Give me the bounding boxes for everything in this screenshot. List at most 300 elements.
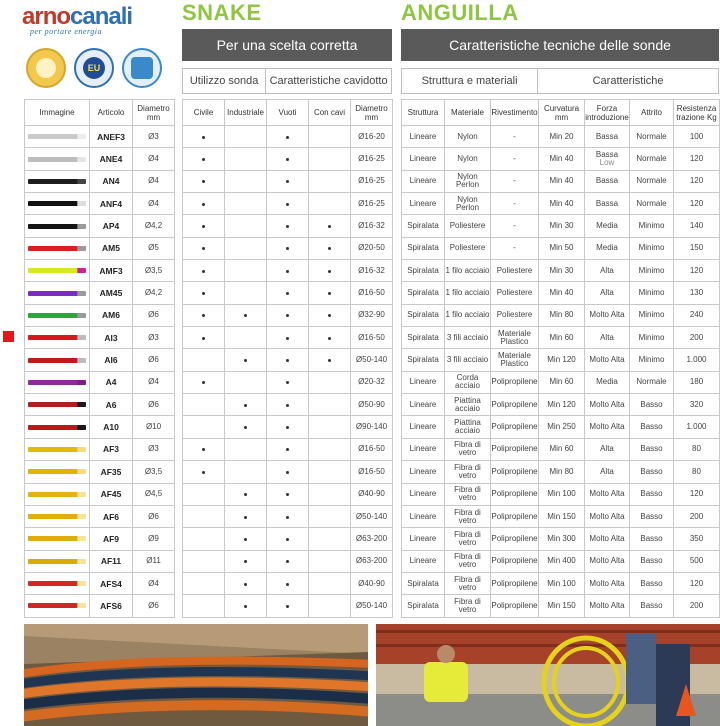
industriale-cell (225, 237, 267, 259)
con-cavi-cell (309, 349, 351, 371)
con-cavi-cell (309, 327, 351, 349)
resistenza-cell: 200 (674, 327, 720, 349)
header-vuoti: Vuoti (267, 100, 309, 126)
bullet-icon (202, 381, 205, 384)
bullet-icon (328, 270, 331, 273)
civile-cell (183, 148, 225, 170)
bullet-icon (202, 247, 205, 250)
industriale-cell (225, 572, 267, 594)
product-diameter: Ø6 (133, 394, 175, 416)
product-table (24, 99, 175, 618)
con-cavi-cell (309, 528, 351, 550)
table-row (183, 170, 393, 192)
industriale-cell (225, 215, 267, 237)
vuoti-cell (267, 237, 309, 259)
brand-logo (22, 4, 132, 36)
bullet-icon (202, 314, 205, 317)
civile-cell (183, 170, 225, 192)
table-row (183, 416, 393, 438)
struttura-cell: Spiralata (402, 260, 445, 282)
civile-cell (183, 461, 225, 483)
product-diameter: Ø5 (133, 237, 175, 259)
cavidotto-diameter: Ø16-50 (351, 282, 393, 304)
con-cavi-cell (309, 148, 351, 170)
product-diameter: Ø3 (133, 126, 175, 148)
materiale-cell: Nylon (445, 148, 491, 170)
materiale-cell: Corda acciaio (445, 371, 491, 393)
civile-cell (183, 282, 225, 304)
forza-value: Bassa (595, 131, 619, 141)
attrito-cell: Normale (630, 126, 674, 148)
resistenza-cell: 1.000 (674, 416, 720, 438)
table-row (402, 595, 720, 617)
subheader-utilizzo: Utilizzo sonda (183, 69, 266, 93)
forza-value: Bassa (595, 176, 619, 186)
industriale-cell (225, 483, 267, 505)
resistenza-cell: 140 (674, 215, 720, 237)
struttura-cell: Spiralata (402, 572, 445, 594)
civile-cell (183, 327, 225, 349)
attrito-cell: Basso (630, 572, 674, 594)
table-row (25, 126, 175, 148)
forza-cell (585, 215, 630, 237)
materiale-cell: Fibra di vetro (445, 438, 491, 460)
materiale-cell: Fibra di vetro (445, 461, 491, 483)
rivestimento-cell: Polipropilene (491, 505, 539, 527)
curvatura-cell: Min 250 (539, 416, 585, 438)
struttura-cell: Lineare (402, 170, 445, 192)
table-row (25, 282, 175, 304)
civile-cell (183, 193, 225, 215)
snake-subheader (182, 68, 392, 94)
anguilla-subheader (401, 68, 719, 94)
table-row (25, 483, 175, 505)
forza-value: Molto Alta (589, 355, 625, 365)
header-attrito: Attrito (630, 100, 674, 126)
civile-cell (183, 394, 225, 416)
curvatura-cell: Min 40 (539, 282, 585, 304)
table-row (402, 148, 720, 170)
probe-rod-icon (28, 201, 86, 206)
civile-cell (183, 595, 225, 617)
product-diameter: Ø4,2 (133, 282, 175, 304)
struttura-cell: Spiralata (402, 282, 445, 304)
table-row (25, 394, 175, 416)
bullet-icon (286, 538, 289, 541)
attrito-cell: Basso (630, 394, 674, 416)
table-row (183, 438, 393, 460)
table-row (183, 505, 393, 527)
table-row (183, 528, 393, 550)
table-row (25, 170, 175, 192)
curvatura-cell: Min 400 (539, 550, 585, 572)
cavidotto-diameter: Ø50-140 (351, 595, 393, 617)
attrito-cell: Minimo (630, 215, 674, 237)
product-image (25, 193, 90, 215)
bullet-icon (328, 225, 331, 228)
table-row (25, 237, 175, 259)
rivestimento-cell: Polipropilene (491, 461, 539, 483)
attrito-cell: Normale (630, 371, 674, 393)
bullet-icon (202, 225, 205, 228)
table-row (402, 304, 720, 326)
attrito-cell: Basso (630, 438, 674, 460)
vuoti-cell (267, 260, 309, 282)
industriale-cell (225, 416, 267, 438)
table-row (402, 505, 720, 527)
forza-cell (585, 237, 630, 259)
bullet-icon (286, 203, 289, 206)
product-image (25, 371, 90, 393)
vuoti-cell (267, 215, 309, 237)
rivestimento-cell: - (491, 148, 539, 170)
bullet-icon (244, 605, 247, 608)
struttura-cell: Lineare (402, 461, 445, 483)
resistenza-cell: 120 (674, 572, 720, 594)
struttura-cell: Spiralata (402, 327, 445, 349)
bullet-icon (286, 404, 289, 407)
product-code: A6 (90, 394, 133, 416)
forza-value: Molto Alta (589, 489, 625, 499)
civile-cell (183, 237, 225, 259)
cavidotto-diameter: Ø16-25 (351, 170, 393, 192)
forza-cell (585, 572, 630, 594)
struttura-cell: Lineare (402, 483, 445, 505)
table-row (402, 215, 720, 237)
bullet-icon (202, 203, 205, 206)
forza-cell (585, 304, 630, 326)
table-row (25, 327, 175, 349)
rivestimento-cell: Poliestere (491, 304, 539, 326)
header-industriale: Industriale (225, 100, 267, 126)
attrito-cell: Normale (630, 148, 674, 170)
civile-cell (183, 371, 225, 393)
forza-value: Molto Alta (589, 399, 625, 409)
rivestimento-cell: - (491, 237, 539, 259)
forza-cell (585, 126, 630, 148)
product-code: AN4 (90, 170, 133, 192)
table-row (25, 528, 175, 550)
rivestimento-cell: Poliestere (491, 282, 539, 304)
table-row (402, 260, 720, 282)
struttura-cell: Spiralata (402, 349, 445, 371)
con-cavi-cell (309, 595, 351, 617)
product-code: AF35 (90, 461, 133, 483)
subheader-struttura: Struttura e materiali (402, 69, 538, 93)
product-diameter: Ø6 (133, 304, 175, 326)
bullet-icon (202, 136, 205, 139)
forza-cell (585, 505, 630, 527)
table-row (25, 505, 175, 527)
con-cavi-cell (309, 126, 351, 148)
civile-cell (183, 304, 225, 326)
rivestimento-cell: Materiale Plastico (491, 349, 539, 371)
materiale-cell: Fibra di vetro (445, 550, 491, 572)
industriale-cell (225, 327, 267, 349)
con-cavi-cell (309, 438, 351, 460)
forza-value: Alta (600, 466, 614, 476)
cavidotto-diameter: Ø16-32 (351, 260, 393, 282)
probe-rod-icon (28, 335, 86, 340)
forza-cell (585, 148, 630, 170)
quality-badge-icon (26, 48, 66, 88)
eu-badge-icon: EU (74, 48, 114, 88)
attrito-cell: Minimo (630, 282, 674, 304)
table-row (183, 483, 393, 505)
probe-rod-icon (28, 469, 86, 474)
probe-rod-icon (28, 246, 86, 251)
probe-rod-icon (28, 380, 86, 385)
industriale-cell (225, 170, 267, 192)
anguilla-banner: Caratteristiche tecniche delle sonde (401, 29, 719, 61)
bullet-icon (286, 493, 289, 496)
vuoti-cell (267, 148, 309, 170)
forza-cell (585, 260, 630, 282)
brand-tagline: per portare energia (30, 27, 103, 36)
bullet-icon (328, 314, 331, 317)
curvatura-cell: Min 120 (539, 394, 585, 416)
industriale-cell (225, 148, 267, 170)
product-image (25, 170, 90, 192)
curvatura-cell: Min 100 (539, 483, 585, 505)
industriale-cell (225, 371, 267, 393)
resistenza-cell: 120 (674, 483, 720, 505)
probe-rod-icon (28, 514, 86, 519)
product-code: AF45 (90, 483, 133, 505)
resistenza-cell: 120 (674, 170, 720, 192)
product-image (25, 148, 90, 170)
forza-value: Molto Alta (589, 310, 625, 320)
forza-cell (585, 327, 630, 349)
forza-value: Molto Alta (589, 422, 625, 432)
curvatura-cell: Min 150 (539, 595, 585, 617)
product-code: AP4 (90, 215, 133, 237)
rivestimento-cell: Materiale Plastico (491, 327, 539, 349)
table-row (183, 237, 393, 259)
product-diameter: Ø4 (133, 193, 175, 215)
attrito-cell: Minimo (630, 237, 674, 259)
bullet-icon (244, 493, 247, 496)
bullet-icon (286, 359, 289, 362)
vuoti-cell (267, 349, 309, 371)
con-cavi-cell (309, 416, 351, 438)
curvatura-cell: Min 60 (539, 371, 585, 393)
bullet-icon (286, 448, 289, 451)
materiale-cell: 3 fili acciaio (445, 327, 491, 349)
materiale-cell: Fibra di vetro (445, 595, 491, 617)
probe-rod-icon (28, 559, 86, 564)
bullet-icon (202, 448, 205, 451)
materiale-cell: 1 filo acciaio (445, 304, 491, 326)
product-image (25, 327, 90, 349)
resistenza-cell: 320 (674, 394, 720, 416)
bullet-icon (286, 225, 289, 228)
table-row (183, 215, 393, 237)
product-code: AFS4 (90, 572, 133, 594)
vuoti-cell (267, 483, 309, 505)
bullet-icon (286, 560, 289, 563)
curvatura-cell: Min 120 (539, 349, 585, 371)
bullet-icon (328, 337, 331, 340)
product-code: AI3 (90, 327, 133, 349)
rivestimento-cell: - (491, 215, 539, 237)
industriale-cell (225, 193, 267, 215)
con-cavi-cell (309, 237, 351, 259)
table-row (183, 304, 393, 326)
product-image (25, 394, 90, 416)
table-row (25, 550, 175, 572)
usage-table (182, 99, 393, 618)
rivestimento-cell: Poliestere (491, 260, 539, 282)
product-image (25, 349, 90, 371)
table-row (25, 595, 175, 617)
forza-value: Bassa (595, 198, 619, 208)
vuoti-cell (267, 170, 309, 192)
rivestimento-cell: - (491, 170, 539, 192)
probe-rod-icon (28, 536, 86, 541)
header-forza: Forza introduzione (585, 100, 630, 126)
forza-value: Alta (600, 265, 614, 275)
resistenza-cell: 150 (674, 237, 720, 259)
certification-badges (26, 48, 166, 90)
attrito-cell: Minimo (630, 304, 674, 326)
table-row (402, 371, 720, 393)
product-image (25, 572, 90, 594)
bullet-icon (244, 404, 247, 407)
probe-rod-icon (28, 358, 86, 363)
bullet-icon (286, 337, 289, 340)
bullet-icon (286, 381, 289, 384)
curvatura-cell: Min 150 (539, 505, 585, 527)
table-row (183, 461, 393, 483)
resistenza-cell: 240 (674, 304, 720, 326)
rivestimento-cell: Polipropilene (491, 550, 539, 572)
resistenza-cell: 500 (674, 550, 720, 572)
vuoti-cell (267, 327, 309, 349)
header-diametro-cavidotto: Diametro mm (351, 100, 393, 126)
forza-cell (585, 349, 630, 371)
vuoti-cell (267, 371, 309, 393)
civile-cell (183, 349, 225, 371)
bullet-icon (328, 292, 331, 295)
snake-title: SNAKE (182, 0, 262, 25)
brand-name-part2: canali (70, 3, 133, 30)
header-articolo: Articolo (90, 100, 133, 126)
table-row (25, 260, 175, 282)
table-row (25, 416, 175, 438)
curvatura-cell: Min 60 (539, 438, 585, 460)
product-diameter: Ø6 (133, 595, 175, 617)
civile-cell (183, 528, 225, 550)
curvatura-cell: Min 30 (539, 215, 585, 237)
header-curvatura: Curvatura mm (539, 100, 585, 126)
attrito-cell: Normale (630, 193, 674, 215)
table-row (402, 349, 720, 371)
bullet-icon (286, 516, 289, 519)
attrito-cell: Basso (630, 505, 674, 527)
product-code: AI6 (90, 349, 133, 371)
resistenza-cell: 200 (674, 505, 720, 527)
con-cavi-cell (309, 170, 351, 192)
bullet-icon (202, 270, 205, 273)
cavidotto-diameter: Ø40-90 (351, 483, 393, 505)
rivestimento-cell: Polipropilene (491, 416, 539, 438)
bullet-icon (244, 426, 247, 429)
curvatura-cell: Min 40 (539, 193, 585, 215)
con-cavi-cell (309, 461, 351, 483)
civile-cell (183, 483, 225, 505)
struttura-cell: Lineare (402, 438, 445, 460)
product-diameter: Ø3 (133, 327, 175, 349)
con-cavi-cell (309, 282, 351, 304)
product-image (25, 595, 90, 617)
industriale-cell (225, 126, 267, 148)
probe-rod-icon (28, 402, 86, 407)
table-row (402, 528, 720, 550)
con-cavi-cell (309, 371, 351, 393)
table-row (183, 394, 393, 416)
probe-rod-icon (28, 313, 86, 318)
workers-photo (376, 624, 720, 726)
materiale-cell: Fibra di vetro (445, 572, 491, 594)
forza-value: Bassa (595, 150, 619, 160)
materiale-cell: Piattina acciaio (445, 416, 491, 438)
header-rivestimento: Rivestimento (491, 100, 539, 126)
con-cavi-cell (309, 215, 351, 237)
vuoti-cell (267, 572, 309, 594)
table-row (25, 371, 175, 393)
probe-rod-icon (28, 224, 86, 229)
cavidotto-diameter: Ø32-90 (351, 304, 393, 326)
rivestimento-cell: Polipropilene (491, 438, 539, 460)
struttura-cell: Spiralata (402, 595, 445, 617)
cavidotto-diameter: Ø50-140 (351, 505, 393, 527)
table-row (25, 349, 175, 371)
materiale-cell: Nylon Perlon (445, 193, 491, 215)
product-image (25, 528, 90, 550)
rivestimento-cell: - (491, 193, 539, 215)
bullet-icon (202, 180, 205, 183)
table-row (25, 438, 175, 460)
industriale-cell (225, 461, 267, 483)
table-row (183, 148, 393, 170)
attrito-cell: Basso (630, 483, 674, 505)
trench-cables-photo (24, 624, 368, 726)
con-cavi-cell (309, 505, 351, 527)
forza-sub-value: Low (599, 158, 615, 168)
product-code: AM6 (90, 304, 133, 326)
vuoti-cell (267, 595, 309, 617)
table-row (402, 237, 720, 259)
product-code: ANF4 (90, 193, 133, 215)
civile-cell (183, 505, 225, 527)
forza-cell (585, 416, 630, 438)
product-code: AF3 (90, 438, 133, 460)
materiale-cell: Poliestere (445, 237, 491, 259)
civile-cell (183, 438, 225, 460)
industriale-cell (225, 505, 267, 527)
materiale-cell: Piattina acciaio (445, 394, 491, 416)
vuoti-cell (267, 193, 309, 215)
attrito-cell: Basso (630, 416, 674, 438)
bullet-icon (244, 516, 247, 519)
probe-rod-icon (28, 179, 86, 184)
table-row (402, 572, 720, 594)
probe-rod-icon (28, 425, 86, 430)
curvatura-cell: Min 100 (539, 572, 585, 594)
forza-cell (585, 528, 630, 550)
table-row (402, 193, 720, 215)
